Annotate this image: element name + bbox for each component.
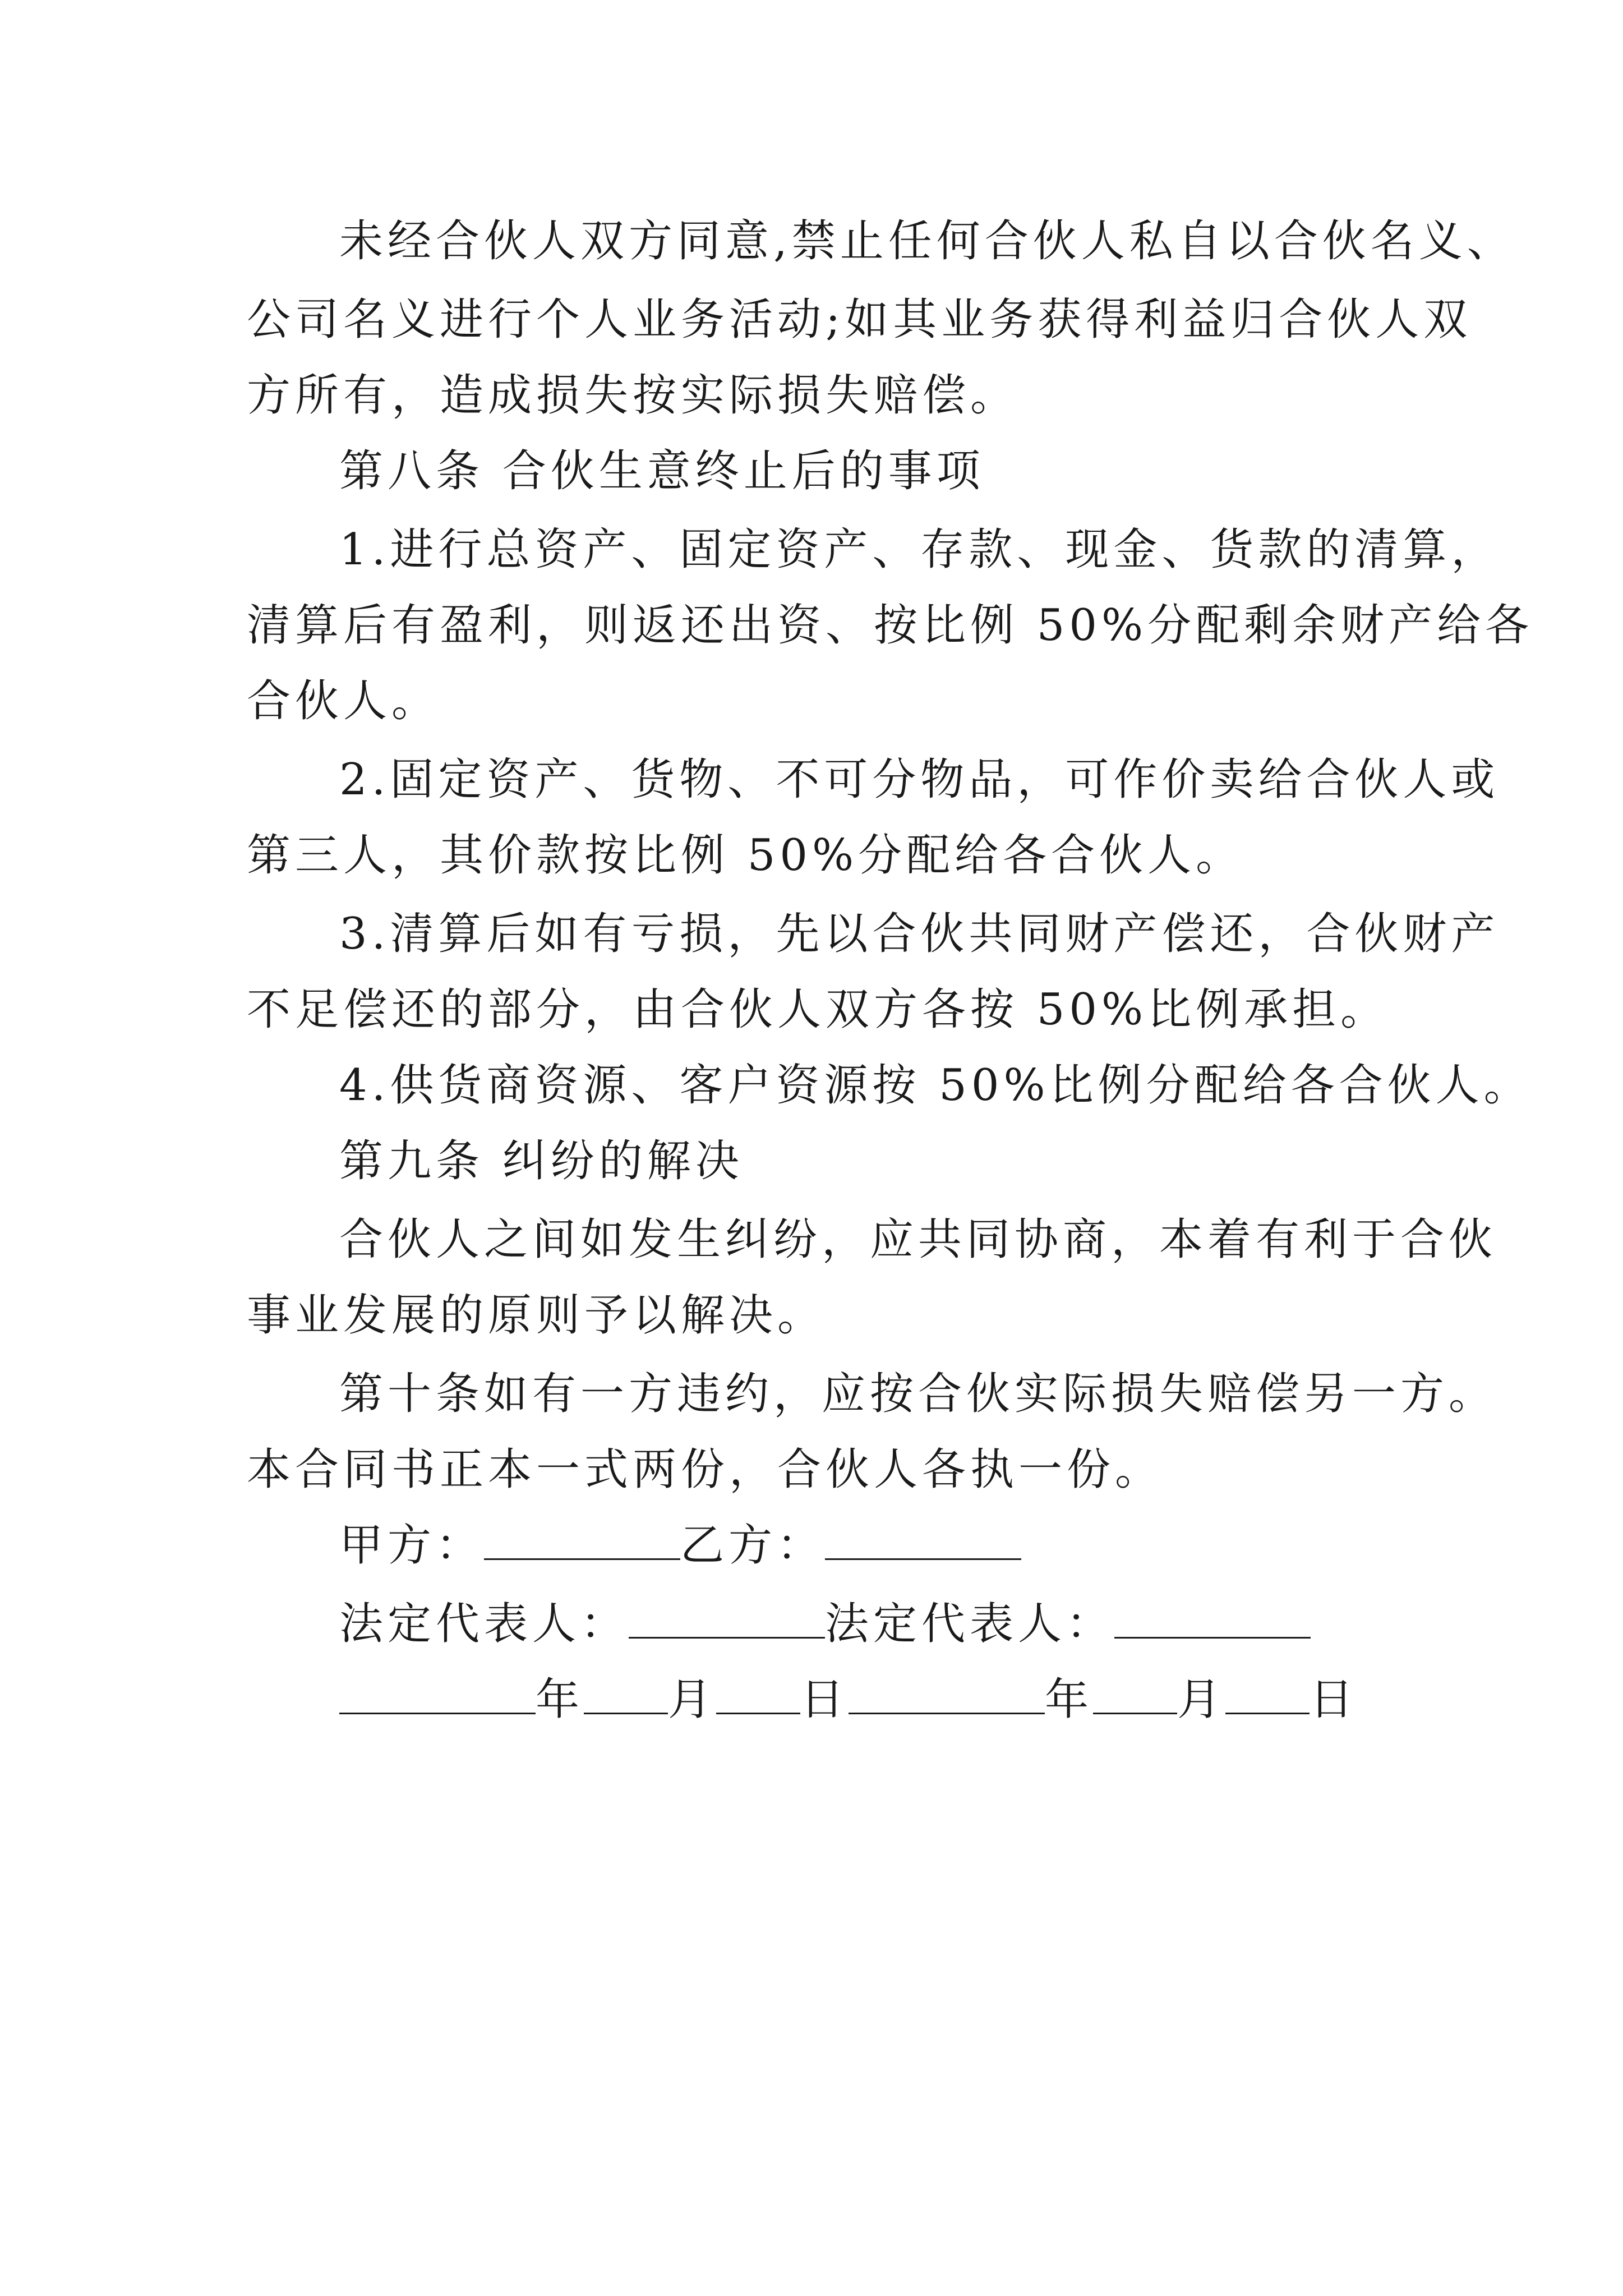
paragraph-line: 未经合伙人双方同意,禁止任何合伙人私自以合伙名义、 (339, 216, 1515, 266)
rep-a-blank[interactable] (629, 1598, 825, 1639)
rep-a-label: 法定代表人： (339, 1599, 629, 1649)
month-b-label: 月 (1177, 1674, 1226, 1725)
paragraph-line: 事业发展的原则予以解决。 (247, 1290, 826, 1341)
month-a-blank[interactable] (584, 1673, 668, 1714)
day-a-blank[interactable] (716, 1673, 800, 1714)
month-b-blank[interactable] (1093, 1673, 1177, 1714)
rep-b-blank[interactable] (1114, 1598, 1311, 1639)
paragraph-line: 第三人，其价款按比例 50%分配给各合伙人。 (247, 830, 1244, 881)
day-a-label: 日 (800, 1674, 849, 1725)
paragraph-line: 合伙人之间如发生纠纷，应共同协商，本着有利于合伙 (339, 1214, 1497, 1265)
year-b-blank[interactable] (849, 1673, 1045, 1714)
paragraph-line: 不足偿还的部分，由合伙人双方各按 50%比例承担。 (247, 984, 1389, 1035)
paragraph-line: 1.进行总资产、固定资产、存款、现金、货款的清算， (339, 524, 1500, 575)
section-heading: 第九条 纠纷的解决 (339, 1136, 744, 1186)
day-b-label: 日 (1310, 1674, 1358, 1725)
party-a-label: 甲方： (339, 1520, 485, 1571)
party-a-blank[interactable] (484, 1519, 680, 1560)
date-line (339, 1672, 1358, 1728)
party-b-blank[interactable] (825, 1519, 1021, 1560)
paragraph-line: 清算后有盈利，则返还出资、按比例 50%分配剩余财产给各 (247, 600, 1534, 651)
paragraph-line: 公司名义进行个人业务活动;如其业务获得利益归合伙人双 (247, 295, 1472, 345)
month-a-label: 月 (668, 1674, 717, 1725)
rep-b-label: 法定代表人： (825, 1599, 1115, 1649)
party-b-label: 乙方： (680, 1520, 826, 1571)
year-a-label: 年 (536, 1674, 584, 1725)
paragraph-line: 方所有，造成损失按实际损失赔偿。 (247, 370, 1019, 421)
paragraph-line: 2.固定资产、货物、不可分物品，可作价卖给合伙人或 (339, 754, 1500, 805)
day-b-blank[interactable] (1225, 1673, 1310, 1714)
section-heading: 第八条 合伙生意终止后的事项 (339, 446, 985, 496)
paragraph-line: 第十条如有一方违约，应按合伙实际损失赔偿另一方。 (339, 1369, 1497, 1419)
year-a-blank[interactable] (339, 1673, 536, 1714)
party-line (339, 1517, 1021, 1573)
paragraph-line: 4.供货商资源、客户资源按 50%比例分配给各合伙人。 (339, 1060, 1532, 1111)
paragraph-line: 合伙人。 (247, 676, 440, 726)
year-b-label: 年 (1045, 1674, 1094, 1725)
paragraph-line: 3.清算后如有亏损，先以合伙共同财产偿还，合伙财产 (339, 909, 1500, 959)
paragraph-line: 本合同书正本一式两份，合伙人各执一份。 (247, 1444, 1164, 1495)
representative-line (339, 1596, 1311, 1652)
